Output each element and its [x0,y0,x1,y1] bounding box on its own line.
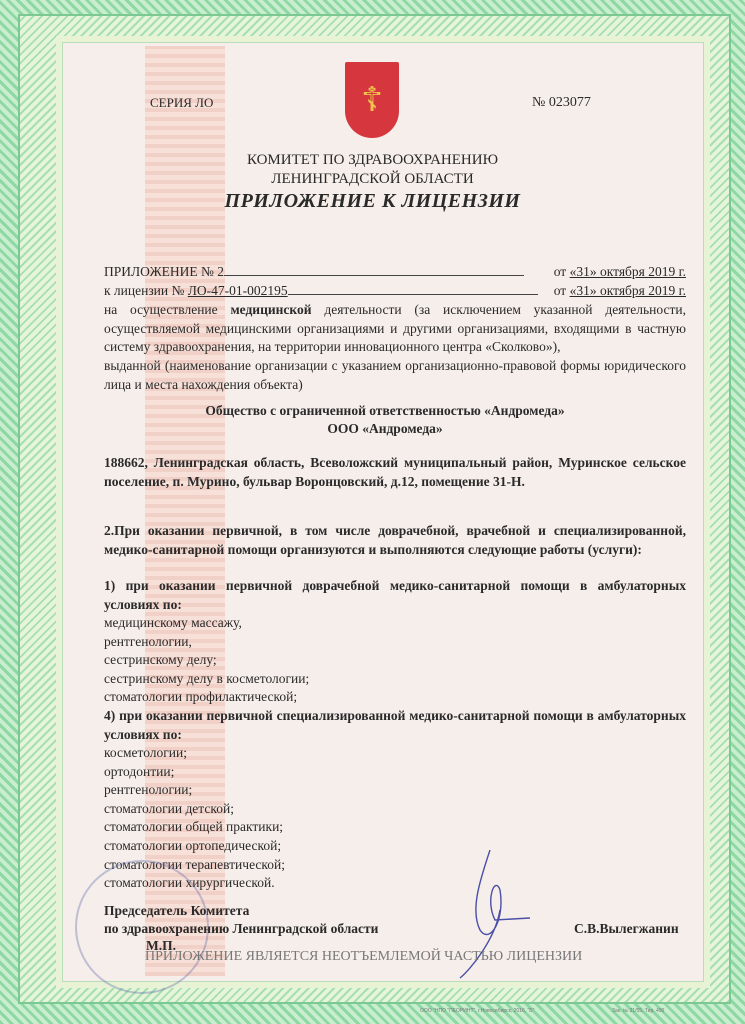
org-full-name: Общество с ограниченной ответственностью «Андромеда» [205,403,565,418]
intro-pre: на осуществление [104,302,231,317]
license-label: к лицензии № [104,283,185,298]
license-number: ЛО-47-01-002195 [187,283,288,298]
page-title: ПРИЛОЖЕНИЕ К ЛИЦЕНЗИИ [224,190,521,212]
list-item: стоматологии хирургической. [104,875,275,891]
issued-text: выданной (наименование организации с указанием организационно-правовой формы юридического лица и места нахождения объекта) [104,358,686,392]
committee-line2: ЛЕНИНГРАДСКОЙ ОБЛАСТИ [271,171,474,187]
list-item: сестринскому делу; [104,652,217,668]
group4-title: 4) при оказании первичной специализированной медико-санитарной помощи в амбулаторных условиях по: [104,708,686,742]
list-item: стоматологии детской; [104,800,234,816]
form-number: № 023077 [532,95,591,110]
appendix-label: ПРИЛОЖЕНИЕ № 2 [104,264,225,279]
seal-place: М.П. [146,938,176,953]
printer-info: ООО "НПО "ПЕОРИНТ", г.Новосибирск, 2016, "Б" [420,1008,535,1014]
list-item: ортодонтии; [104,763,175,779]
date-prefix: от [553,283,567,298]
position-line1: Председатель Комитета [104,903,250,918]
intro-text [104,301,686,357]
integral-part-note: ПРИЛОЖЕНИЕ ЯВЛЯЕТСЯ НЕОТЪЕМЛЕМОЙ ЧАСТЬЮ ЛИЦЕНЗИИ [145,949,583,964]
list-item: стоматологии терапевтической; [104,856,285,872]
org-address: 188662, Ленинградская область, Всеволожский муниципальный район, Муринское сельское поселение, п. Мурино, бульвар Воронцовский, д.12, помещение 31-Н. [104,455,686,489]
signatory-name: С.В.Вылегжанин [574,921,679,936]
date-prefix: от [553,264,567,279]
list-item: стоматологии профилактической; [104,689,298,705]
list-item: сестринскому делу в косметологии; [104,670,310,686]
group1-title: 1) при оказании первичной доврачебной медико-санитарной помощи в амбулаторных условиях по: [104,578,686,612]
group1-list [104,614,309,707]
services-intro: 2.При оказании первичной, в том числе доврачебной, врачебной и специализированной, медико-санитарной помощи организуются и выполняются следующие работы (услуги): [104,523,686,557]
series-label: СЕРИЯ ЛО [150,95,214,110]
list-item: стоматологии ортопедической; [104,837,282,853]
intro-bold: медицинской [230,302,312,317]
list-item: рентгенологии; [104,782,193,798]
license-line [104,282,686,301]
position-line2: по здравоохранению Ленинградской области [104,921,379,936]
org-short-name: ООО «Андромеда» [327,421,443,436]
list-item: рентгенологии, [104,633,192,649]
license-date: «31» октября 2019 г. [569,283,686,298]
appendix-line [104,263,686,282]
list-item: медицинскому массажу, [104,615,242,630]
coat-of-arms-icon: ☦ [345,62,399,138]
list-item: косметологии; [104,745,188,760]
print-ref: Зак. № 31/55. Тир. 490 [612,1008,665,1014]
appendix-date: «31» октября 2019 г. [569,264,686,279]
committee-line1: КОМИТЕТ ПО ЗДРАВООХРАНЕНИЮ [246,152,499,168]
list-item: стоматологии общей практики; [104,819,284,835]
intro-post: деятельности (за исключением указанной деятельности, осуществляемой медицинскими организациями и другими организациями, входящими в частную систему здравоохранения, на территории инновационного центра «Сколково»), [104,302,686,355]
